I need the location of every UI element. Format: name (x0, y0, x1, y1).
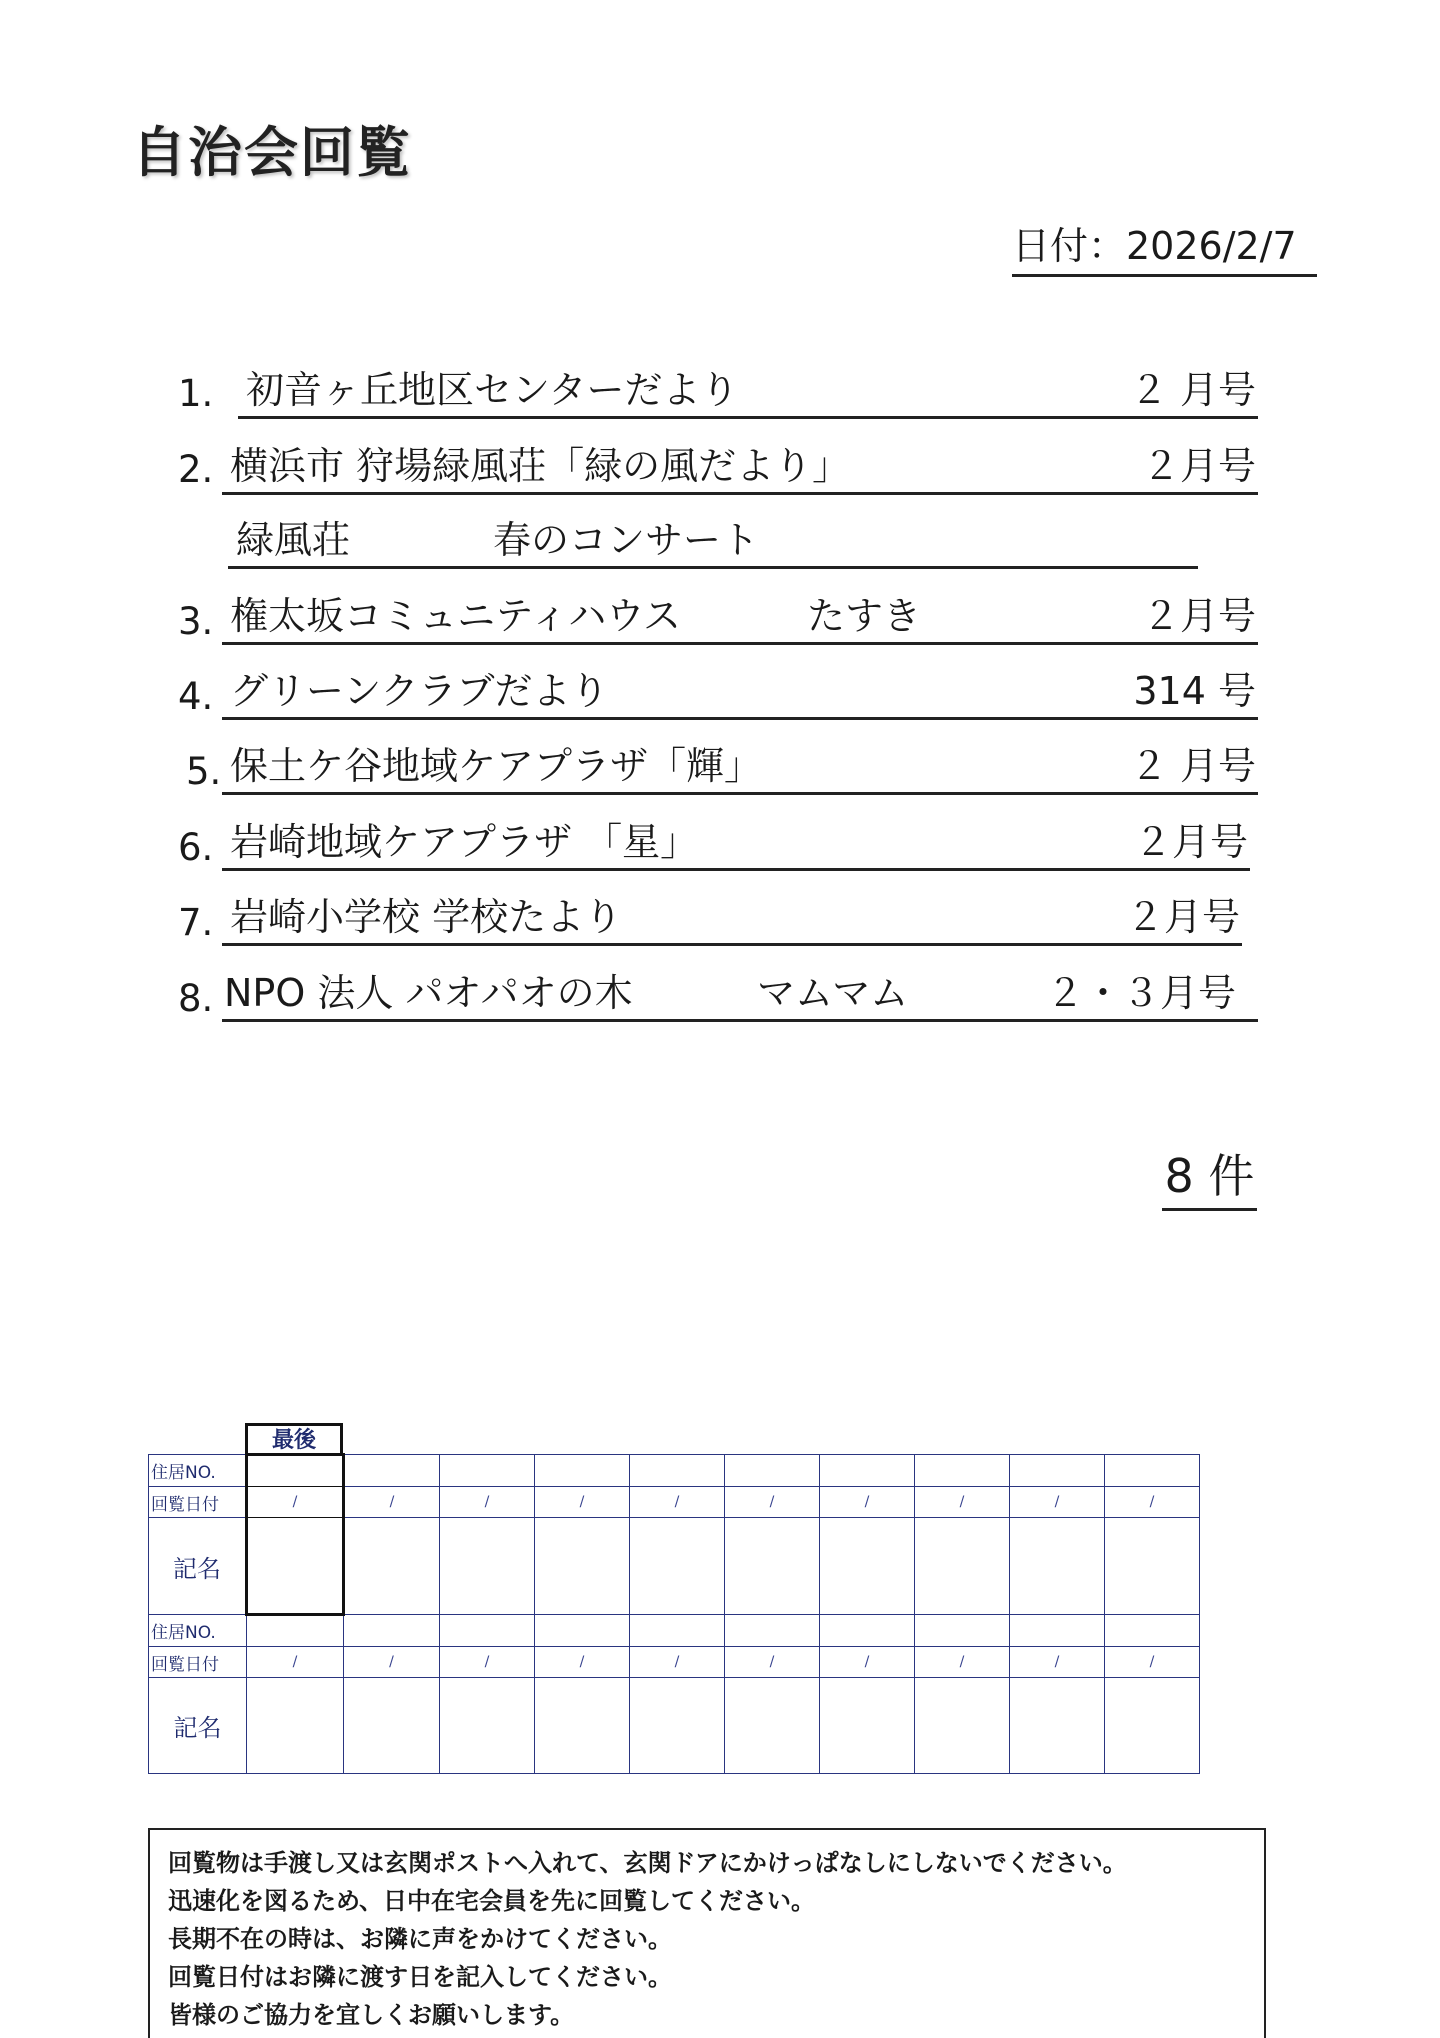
house-no-cell[interactable] (344, 1615, 440, 1647)
house-no-cell[interactable] (915, 1455, 1010, 1487)
house-no-cell[interactable] (630, 1455, 725, 1487)
date-cell[interactable]: / (1010, 1647, 1105, 1678)
row-label-signature: 記名 (149, 1678, 247, 1774)
date-cell[interactable]: / (820, 1647, 915, 1678)
date-cell[interactable]: / (344, 1487, 440, 1518)
signature-cell[interactable] (915, 1678, 1010, 1774)
house-no-cell[interactable] (820, 1615, 915, 1647)
item-issue: ２ 月号 (1129, 368, 1256, 412)
list-item (222, 973, 1258, 1022)
date-cell[interactable]: / (725, 1487, 820, 1518)
item-count: 8 件 (1162, 1140, 1257, 1211)
date-cell[interactable]: / (535, 1647, 630, 1678)
date-cell[interactable]: / (915, 1647, 1010, 1678)
signature-cell[interactable] (535, 1518, 630, 1615)
item-subtitle: 春のコンサート (493, 518, 760, 562)
item-number: 6. (178, 826, 214, 869)
house-no-cell[interactable] (725, 1455, 820, 1487)
item-number: 7. (178, 901, 214, 944)
house-no-cell[interactable] (440, 1455, 535, 1487)
house-no-cell[interactable] (247, 1615, 344, 1647)
item-issue: 314 号 (1133, 669, 1256, 713)
list-item (222, 596, 1258, 645)
item-name: NPO 法人 パオパオの木 (224, 971, 633, 1015)
signature-cell[interactable] (725, 1518, 820, 1615)
signature-cell[interactable] (820, 1678, 915, 1774)
date-cell[interactable]: / (247, 1487, 344, 1518)
row-label-date: 回覧日付 (149, 1647, 247, 1678)
house-no-cell[interactable] (1010, 1455, 1105, 1487)
item-issue: ２月号 (1141, 444, 1256, 488)
row-label-date: 回覧日付 (149, 1487, 247, 1518)
house-no-cell[interactable] (725, 1615, 820, 1647)
house-no-cell[interactable] (1010, 1615, 1105, 1647)
note-line: 長期不在の時は、お隣に声をかけてください。 (168, 1925, 672, 1953)
date-cell[interactable]: / (344, 1647, 440, 1678)
house-no-cell[interactable] (1105, 1615, 1200, 1647)
item-name: 保土ケ谷地域ケアプラザ「輝」 (230, 744, 763, 788)
signature-cell[interactable] (440, 1518, 535, 1615)
signature-cell[interactable] (820, 1518, 915, 1615)
house-no-cell[interactable] (915, 1615, 1010, 1647)
item-issue: ２月号 (1133, 820, 1248, 864)
date-cell[interactable]: / (1105, 1647, 1200, 1678)
item-subtitle: マムマム (757, 971, 909, 1015)
note-line: 回覧物は手渡し又は玄関ポストへ入れて、玄関ドアにかけっぱなしにしないでください。 (168, 1849, 1127, 1877)
house-no-cell[interactable] (440, 1615, 535, 1647)
signature-cell[interactable] (1010, 1678, 1105, 1774)
signature-cell[interactable] (344, 1518, 440, 1615)
signature-cell[interactable] (1105, 1518, 1200, 1615)
list-item (222, 671, 1258, 720)
item-number: 2. (178, 448, 214, 491)
circulation-record-table (148, 1453, 1200, 1774)
item-name: 緑風荘 (236, 518, 351, 562)
date-cell[interactable]: / (630, 1647, 725, 1678)
last-column-label: 最後 (245, 1423, 343, 1456)
date-cell[interactable]: / (630, 1487, 725, 1518)
date-cell[interactable]: / (915, 1487, 1010, 1518)
item-issue: ２月号 (1125, 895, 1240, 939)
item-number: 4. (178, 675, 214, 718)
signature-cell[interactable] (247, 1678, 344, 1774)
signature-cell[interactable] (1105, 1678, 1200, 1774)
list-item (222, 746, 1258, 795)
date-cell[interactable]: / (440, 1647, 535, 1678)
note-line: 皆様のご協力を宜しくお願いします。 (168, 2001, 575, 2029)
house-no-cell[interactable] (630, 1615, 725, 1647)
date-cell[interactable]: / (820, 1487, 915, 1518)
note-line: 回覧日付はお隣に渡す日を記入してください。 (168, 1963, 672, 1991)
list-item (222, 897, 1242, 946)
item-name: 岩崎地域ケアプラザ 「星」 (230, 820, 699, 864)
row-label-house-no: 住居NO. (149, 1615, 247, 1647)
signature-cell[interactable] (915, 1518, 1010, 1615)
circulation-notes (148, 1828, 1266, 2038)
date-label: 日付：2026/2/7 (1012, 215, 1317, 277)
signature-cell[interactable] (535, 1678, 630, 1774)
signature-cell[interactable] (1010, 1518, 1105, 1615)
signature-cell[interactable] (440, 1678, 535, 1774)
list-item (238, 370, 1258, 419)
house-no-cell[interactable] (535, 1455, 630, 1487)
date-cell[interactable]: / (440, 1487, 535, 1518)
signature-cell[interactable] (725, 1678, 820, 1774)
item-number: 8. (178, 977, 214, 1020)
date-cell[interactable]: / (1105, 1487, 1200, 1518)
house-no-cell[interactable] (344, 1455, 440, 1487)
item-issue: ２・３月号 (1045, 971, 1236, 1015)
date-cell[interactable]: / (247, 1647, 344, 1678)
item-name: 岩崎小学校 学校たより (230, 895, 623, 939)
item-name: 権太坂コミュニティハウス (230, 594, 682, 638)
list-item (228, 520, 1198, 569)
item-name: グリーンクラブだより (230, 669, 609, 713)
house-no-cell[interactable] (247, 1455, 344, 1487)
page-title: 自治会回覧 (132, 121, 412, 184)
item-issue: ２月号 (1141, 594, 1256, 638)
item-name: 初音ヶ丘地区センターだより (246, 368, 739, 412)
signature-cell[interactable] (630, 1678, 725, 1774)
item-number: 5. (186, 750, 222, 793)
item-number: 3. (178, 600, 214, 643)
list-item (222, 822, 1250, 871)
house-no-cell[interactable] (820, 1455, 915, 1487)
list-item (222, 446, 1258, 495)
date-cell[interactable]: / (535, 1487, 630, 1518)
date-cell[interactable]: / (725, 1647, 820, 1678)
item-subtitle: たすき (807, 594, 922, 638)
row-label-signature: 記名 (149, 1518, 247, 1615)
signature-cell[interactable] (247, 1518, 344, 1615)
date-cell[interactable]: / (1010, 1487, 1105, 1518)
item-number: 1. (178, 372, 214, 415)
house-no-cell[interactable] (1105, 1455, 1200, 1487)
note-line: 迅速化を図るため、日中在宅会員を先に回覧してください。 (168, 1887, 816, 1915)
item-issue: ２ 月号 (1129, 744, 1256, 788)
house-no-cell[interactable] (535, 1615, 630, 1647)
item-name: 横浜市 狩場緑風荘「緑の風だより」 (230, 444, 851, 488)
signature-cell[interactable] (630, 1518, 725, 1615)
row-label-house-no: 住居NO. (149, 1455, 247, 1487)
signature-cell[interactable] (344, 1678, 440, 1774)
